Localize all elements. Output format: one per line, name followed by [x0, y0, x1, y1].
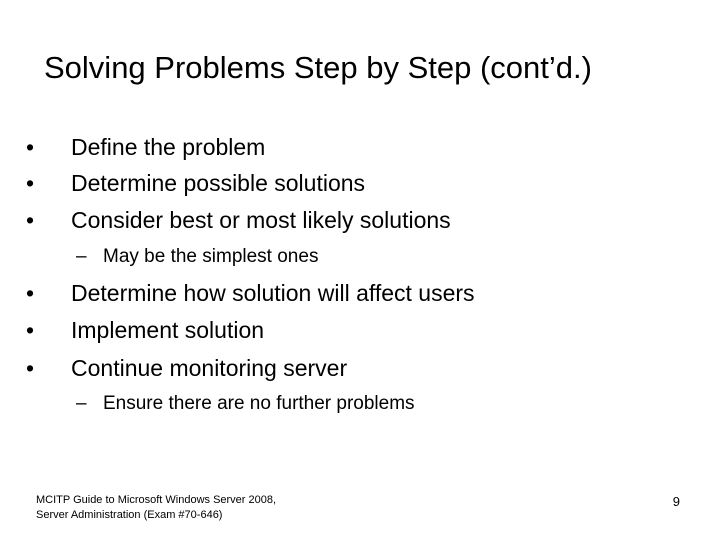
dash-marker: – [76, 393, 87, 414]
bullet-text: Consider best or most likely solutions [71, 207, 451, 233]
bullet-marker: • [26, 170, 35, 196]
sub-bullet-text: May be the simplest ones [103, 246, 319, 267]
bullet-marker: • [26, 280, 35, 306]
footer-line: MCITP Guide to Microsoft Windows Server 2008, [36, 494, 277, 506]
bullet-text: Determine possible solutions [71, 170, 366, 196]
bullet-text: Continue monitoring server [71, 355, 348, 381]
slide-title: Solving Problems Step by Step (cont’d.) [44, 50, 592, 85]
page-number: 9 [672, 494, 680, 509]
bullet-text: Determine how solution will affect users [71, 280, 475, 306]
bullet-text: Implement solution [71, 317, 265, 343]
bullet-marker: • [26, 317, 35, 343]
bullet-marker: • [26, 207, 35, 233]
bullet-marker: • [26, 134, 35, 160]
bullet-text: Define the problem [71, 134, 266, 160]
sub-bullet-text: Ensure there are no further problems [103, 393, 415, 414]
footer-source [36, 493, 276, 523]
dash-marker: – [76, 246, 87, 267]
bullet-marker: • [26, 355, 35, 381]
footer-line: Server Administration (Exam #70-646) [36, 509, 223, 521]
